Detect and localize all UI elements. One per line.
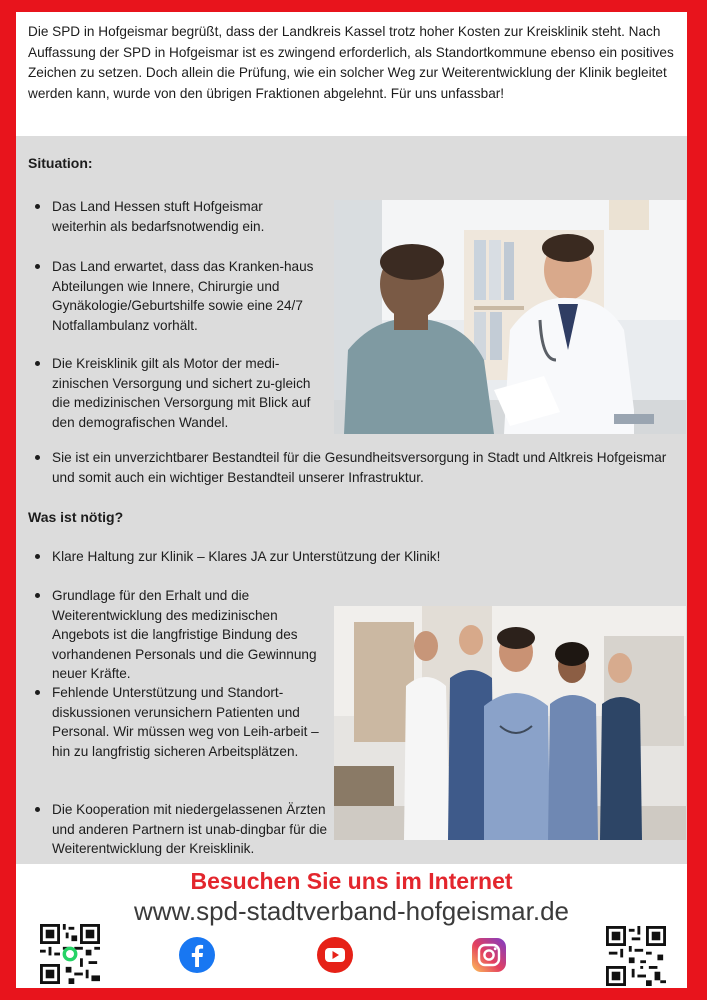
intro-paragraph [16, 12, 687, 136]
needs-bullet-1: Klare Haltung zur Klinik – Klares JA zur Unterstützung der Klinik! [30, 547, 670, 567]
footer-heading: Besuchen Sie uns im Internet [190, 868, 513, 894]
situation-bullet-3: Die Kreisklinik gilt als Motor der medi-zinischen Versorgung und sichert zu-gleich die medizinischen Versorgung mit Blick auf den demografischen Wandel. [30, 354, 330, 432]
medical-team-photo [334, 606, 686, 840]
needs-heading: Was ist nötig? [28, 509, 124, 525]
instagram-icon[interactable] [470, 936, 508, 974]
doctor-consultation-photo [334, 200, 686, 434]
intro-text: Die SPD in Hofgeismar begrüßt, dass der Landkreis Kassel trotz hoher Kosten zur Kreisklinik steht. Nach Auffassung der SPD in Hofgeismar ist es zwingend erforderlich, als Standortkommune ebenso ein positives Zeichen zu setzen. Doch allein die Prüfung, wie ein solcher Weg zur Weiterentwicklung der Klinik begleitet werden kann, wurde von den übrigen Fraktionen abgelehnt. Für uns unfassbar! [28, 24, 674, 101]
situation-bullet-2: Das Land erwartet, dass das Kranken-haus Abteilungen wie Innere, Chirurgie und Gynäkologie/Geburtshilfe sowie eine 24/7 Notfallambulanz vorhält. [30, 257, 320, 335]
youtube-icon[interactable] [316, 936, 354, 974]
situation-bullet-4: Sie ist ein unverzichtbarer Bestandteil für die Gesundheitsversorgung in Stadt und Altkreis Hofgeismar und somit auch ein wichtiger Bestandteil unserer Infrastruktur. [30, 448, 680, 487]
situation-heading: Situation: [28, 155, 93, 171]
qr-code-whatsapp-icon[interactable] [40, 924, 100, 984]
needs-bullet-2: Grundlage für den Erhalt und die Weiterentwicklung des medizinischen Angebots ist die langfristige Bindung des vorhandenen Personals und die Gewinnung neuer Kräfte. [30, 586, 330, 684]
needs-bullet-4: Die Kooperation mit niedergelassenen Ärzten und anderen Partnern ist unab-dingbar für die Weiterentwicklung der Kreisklinik. [30, 800, 330, 859]
situation-bullet-1: Das Land Hessen stuft Hofgeismar weiterhin als bedarfsnotwendig ein. [30, 197, 320, 236]
needs-bullet-3: Fehlende Unterstützung und Standort-diskussionen verunsichern Patienten und Personal. Wir müssen weg von Leih-arbeit – hin zu langfristig sicheren Arbeitsplätzen. [30, 683, 320, 761]
website-link[interactable]: www.spd-stadtverband-hofgeismar.de [133, 896, 569, 926]
facebook-icon[interactable] [178, 936, 216, 974]
footer [16, 864, 687, 988]
flyer-page [16, 12, 687, 988]
content-panel [16, 136, 687, 864]
qr-code-icon[interactable] [606, 926, 666, 986]
